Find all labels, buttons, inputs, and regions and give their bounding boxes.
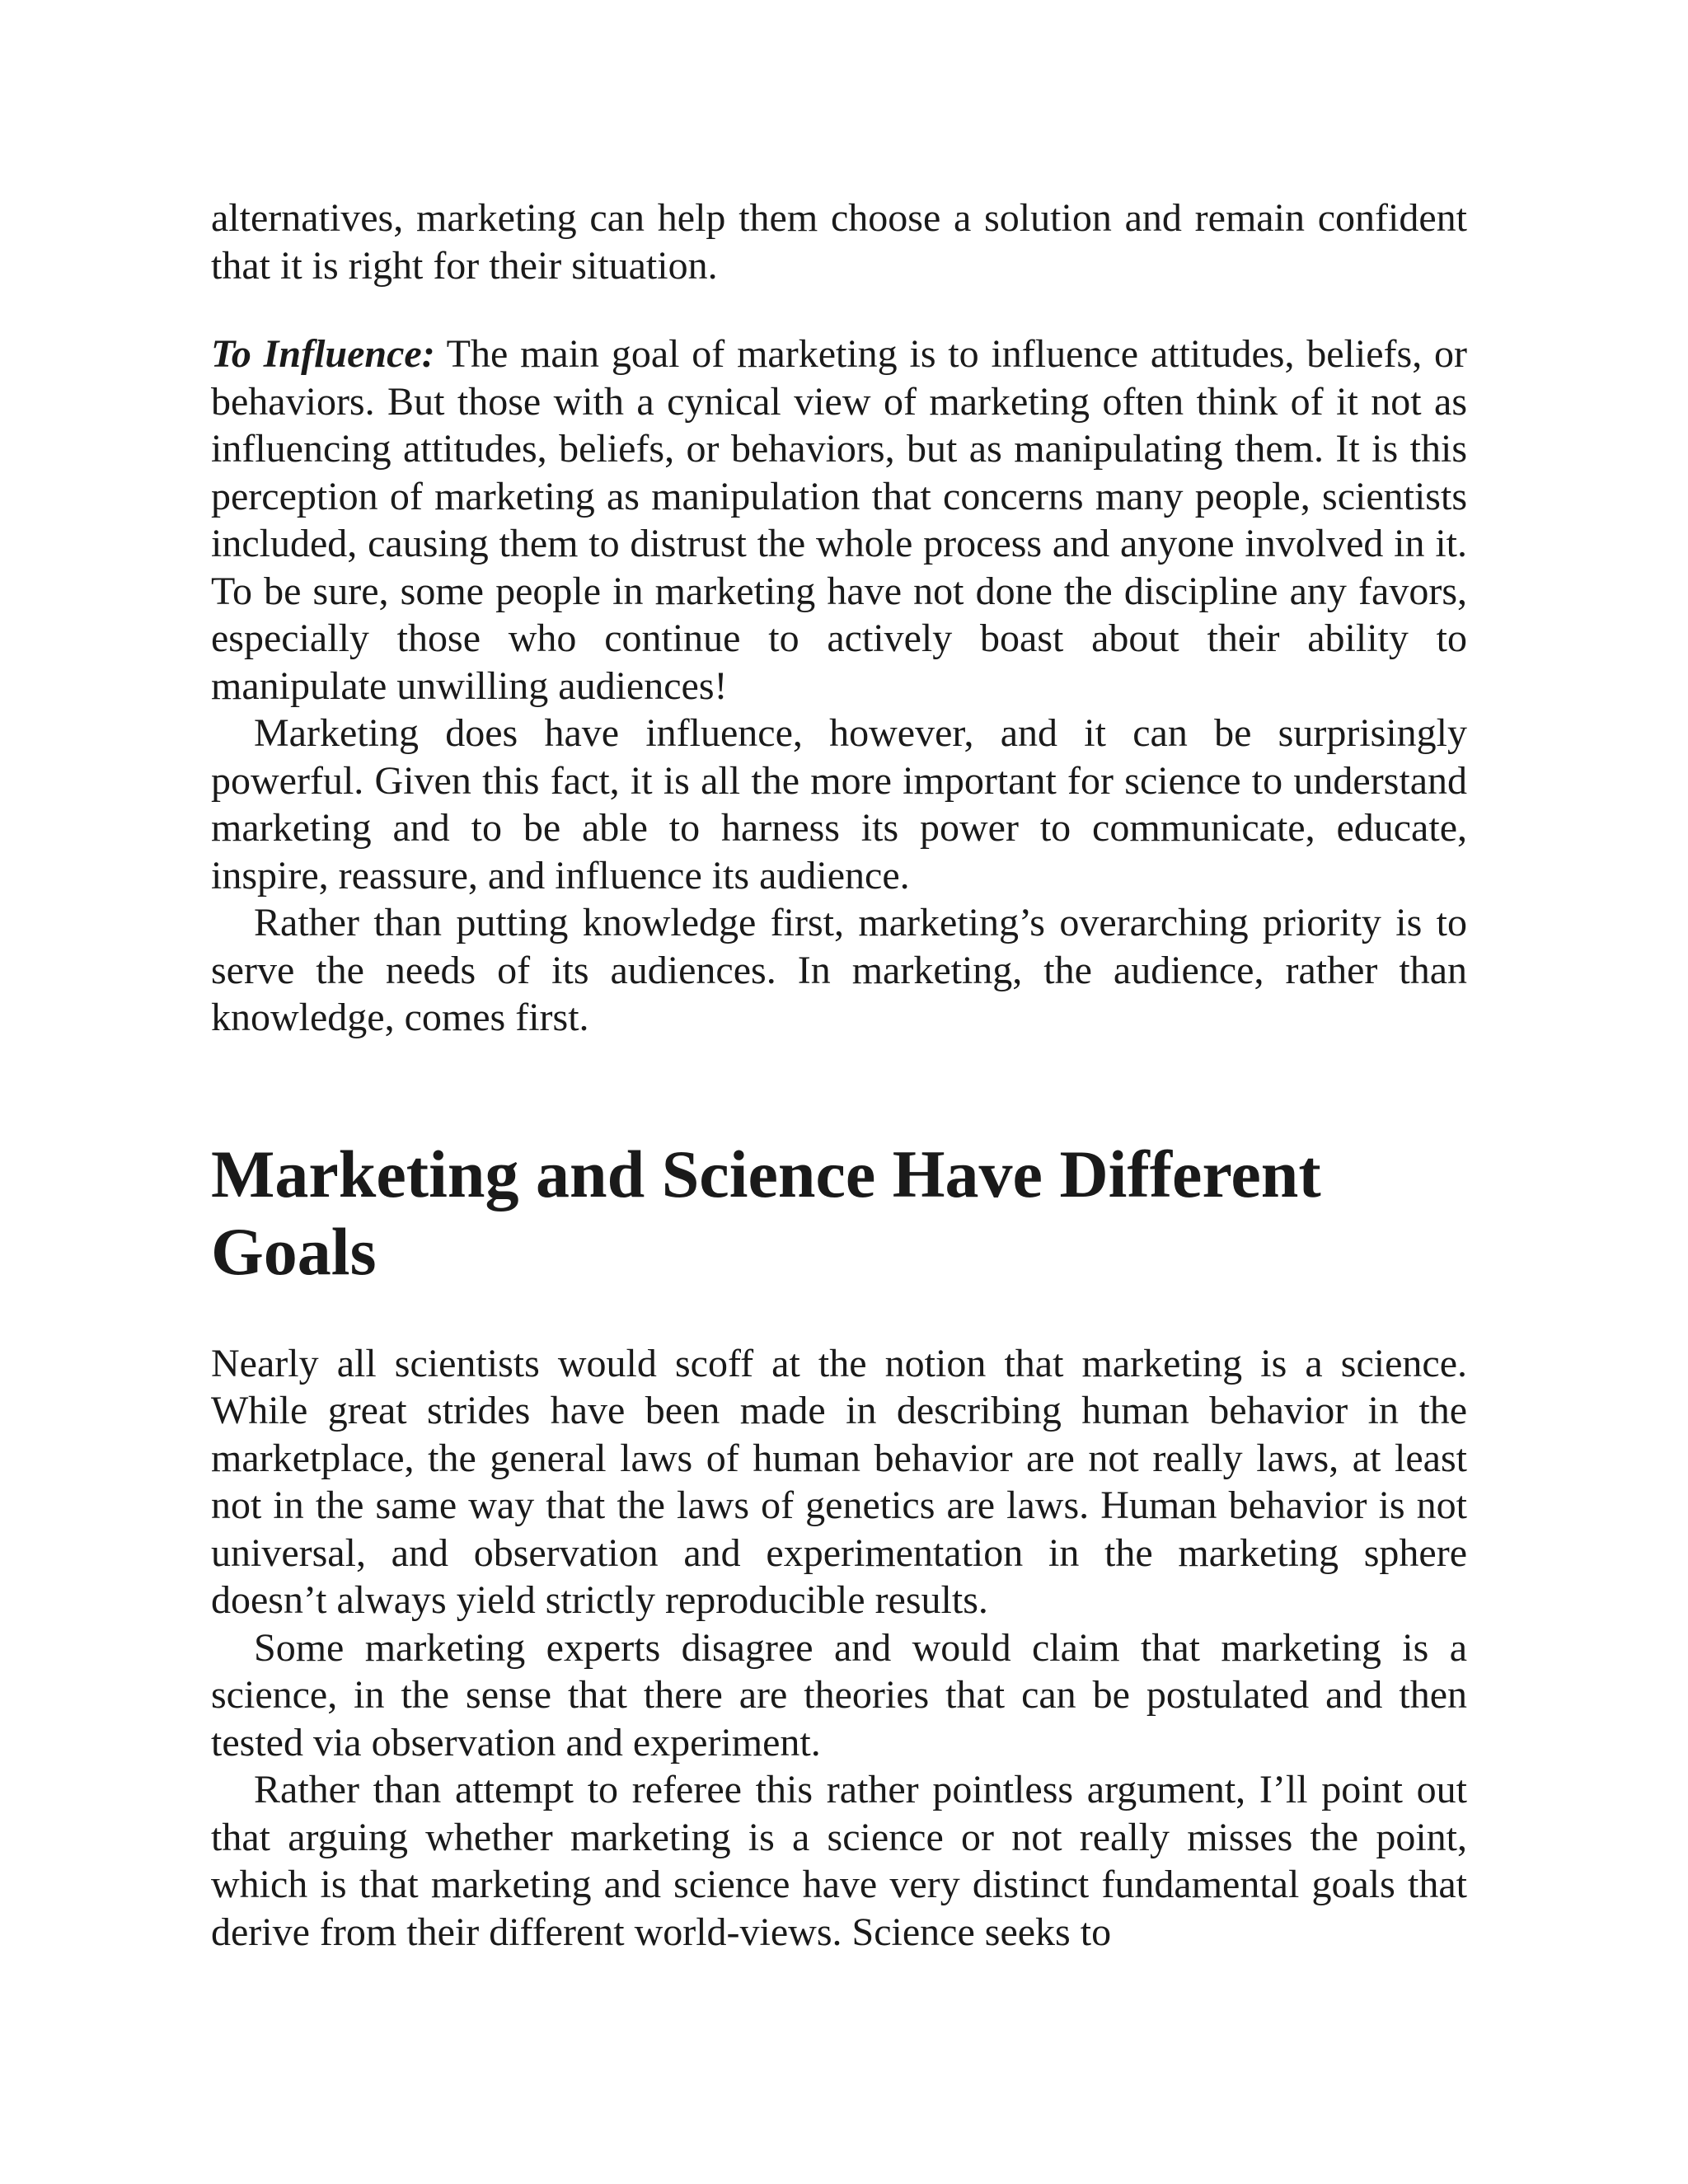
influence-lead-text: The main goal of marketing is to influence attitudes, beliefs, or behaviors. But those with a cynical view of marketing often think of it not as influencing attitudes, beliefs, or behaviors, but as manipulating them. It is this perception of marketing as manipulation that concerns many people, scientists included, causing them to distrust the whole process and anyone involved in it. To be sure, some people in marketing have not done the discipline any favors, especially those who continue to actively boast about their ability to manipulate unwilling audiences! bbox=[211, 332, 1467, 708]
page-body bbox=[211, 194, 1467, 1956]
section-heading: Marketing and Science Have Different Goals bbox=[211, 1136, 1321, 1289]
continuation-paragraph: alternatives, marketing can help them choose a solution and remain confident that it is right for their situation. bbox=[211, 196, 1467, 288]
influence-lead-term: To Influence: bbox=[211, 332, 435, 376]
influence-paragraph-2: Marketing does have influence, however, and it can be surprisingly powerful. Given this fact, it is all the more important for science to understand marketing and to be able to harness its power to communicate, educate, inspire, reassure, and influence its audience. bbox=[211, 711, 1467, 898]
goals-paragraph-2: Some marketing experts disagree and would claim that marketing is a science, in the sense that there are theories that can be postulated and then tested via observation and experiment. bbox=[211, 1625, 1467, 1765]
goals-paragraph-3: Rather than attempt to referee this rather pointless argument, I’ll point out that arguing whether marketing is a science or not really misses the point, which is that marketing and science have very distinct fundamental goals that derive from their different world-views. Science seeks to bbox=[211, 1768, 1467, 1954]
goals-paragraph-1: Nearly all scientists would scoff at the notion that marketing is a science. While great strides have been made in describing human behavior in the marketplace, the general laws of human behavior are not really laws, at least not in the same way that the laws of genetics are laws. Human behavior is not universal, and observation and experimentation in the marketing sphere doesn’t always yield strictly reproducible results. bbox=[211, 1341, 1467, 1622]
influence-paragraph-3: Rather than putting knowledge first, marketing’s overarching priority is to serve the needs of its audiences. In marketing, the audience, rather than knowledge, comes first. bbox=[211, 901, 1467, 1039]
influence-paragraph bbox=[211, 330, 1467, 710]
